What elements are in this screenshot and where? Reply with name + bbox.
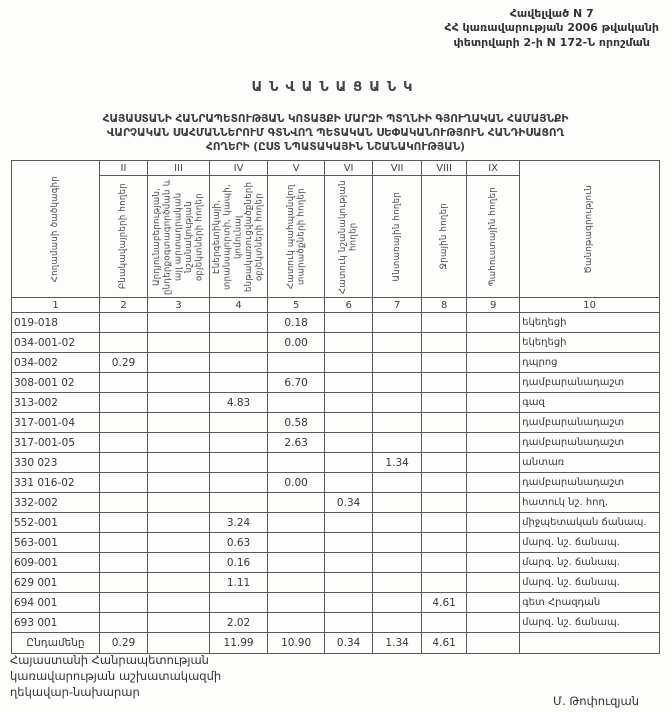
cell-area-value	[422, 313, 467, 333]
cell-area-value	[373, 573, 422, 593]
cell-cadastral-code: 629 001	[12, 573, 100, 593]
cell-area-value: 3.24	[210, 513, 268, 533]
cell-remark: մարզ. նշ. ճանապ.	[520, 573, 660, 593]
cell-area-value	[100, 433, 148, 453]
cell-area-value: 0.29	[100, 353, 148, 373]
cell-area-value	[422, 453, 467, 473]
cell-area-value	[422, 433, 467, 453]
cell-area-value	[268, 493, 325, 513]
col-number: 5	[268, 298, 325, 313]
cell-cadastral-code: 317-001-05	[12, 433, 100, 453]
table-body	[12, 313, 660, 654]
cell-area-value	[467, 493, 520, 513]
cell-cadastral-code: 034-001-02	[12, 333, 100, 353]
cell-area-value	[373, 313, 422, 333]
cell-cadastral-code: 317-001-04	[12, 413, 100, 433]
cell-area-value	[100, 373, 148, 393]
annex-reference-block	[444, 7, 659, 50]
cell-remark: դպրոց	[520, 353, 660, 373]
cell-cadastral-code: 019-018	[12, 313, 100, 333]
cell-remark: դամբարանադաշտ	[520, 473, 660, 493]
cell-area-value	[148, 333, 210, 353]
cell-area-value: 0.00	[268, 473, 325, 493]
cell-area-value: 0.63	[210, 533, 268, 553]
cell-area-value	[422, 553, 467, 573]
cell-area-value	[210, 433, 268, 453]
cell-area-value	[100, 413, 148, 433]
total-row	[12, 633, 660, 654]
cell-area-value	[148, 533, 210, 553]
col-header-code	[12, 161, 100, 298]
cell-area-value	[467, 633, 520, 654]
cell-area-value	[422, 513, 467, 533]
cell-area-value	[268, 593, 325, 613]
land-classification-table	[11, 160, 660, 654]
cell-area-value	[325, 353, 373, 373]
table-row	[12, 313, 660, 333]
cell-area-value	[373, 393, 422, 413]
cell-remark: դամբարանադաշտ	[520, 413, 660, 433]
cell-area-value	[100, 493, 148, 513]
cell-remark: մարզ. նշ. ճանապ.	[520, 533, 660, 553]
annex-line: Հավելված N 7	[509, 7, 594, 20]
cell-area-value	[100, 453, 148, 473]
col-header-label: Արդյունաբերության, ընդերքօգտագործման և այլ արտադրական նշանակության օբյեկտների հողեր	[151, 178, 205, 295]
roman-V: V	[268, 161, 325, 176]
cell-cadastral-code: 331 016-02	[12, 473, 100, 493]
cell-area-value	[100, 613, 148, 633]
cell-area-value	[210, 453, 268, 473]
cell-area-value: 11.99	[210, 633, 268, 654]
cell-area-value	[210, 333, 268, 353]
col-header-label: Հատուկ նշանակության հողեր	[338, 179, 359, 294]
cell-area-value: 0.18	[268, 313, 325, 333]
col-header-protected	[268, 176, 325, 298]
cell-area-value	[467, 413, 520, 433]
cell-cadastral-code: 609-001	[12, 553, 100, 573]
cell-area-value	[325, 373, 373, 393]
cell-area-value: 10.90	[268, 633, 325, 654]
cell-area-value	[210, 473, 268, 493]
col-number: 3	[148, 298, 210, 313]
table-row	[12, 473, 660, 493]
col-header-industrial	[148, 176, 210, 298]
signatory-line: ղեկավար-նախարար	[10, 685, 140, 700]
cell-remark: անտառ	[520, 453, 660, 473]
col-header-label: Պահուստային հողեր	[487, 186, 498, 287]
cell-area-value	[148, 493, 210, 513]
cell-area-value	[325, 533, 373, 553]
cell-area-value	[148, 413, 210, 433]
cell-area-value	[373, 413, 422, 433]
cell-area-value	[268, 393, 325, 413]
cell-area-value: 0.58	[268, 413, 325, 433]
cell-area-value	[148, 373, 210, 393]
column-number-row	[12, 298, 660, 313]
document-subtitle	[16, 112, 655, 155]
table-row	[12, 453, 660, 473]
cell-area-value	[100, 313, 148, 333]
signature-name: Մ. Թոփուզյան	[553, 694, 639, 708]
cell-area-value	[467, 593, 520, 613]
cell-area-value	[148, 393, 210, 413]
cell-remark: դամբարանադաշտ	[520, 433, 660, 453]
cell-area-value	[148, 593, 210, 613]
cell-area-value	[268, 513, 325, 533]
roman-IV: IV	[210, 161, 268, 176]
cell-area-value	[467, 333, 520, 353]
cell-area-value	[422, 413, 467, 433]
cell-area-value	[467, 553, 520, 573]
cell-area-value	[210, 373, 268, 393]
col-number: 6	[325, 298, 373, 313]
cell-cadastral-code: 552-001	[12, 513, 100, 533]
cell-area-value: 4.83	[210, 393, 268, 413]
roman-VI: VI	[325, 161, 373, 176]
cell-area-value: 2.02	[210, 613, 268, 633]
roman-numeral-row	[12, 161, 660, 176]
signatory-line: կառավարության աշխատակազմի	[10, 669, 222, 684]
col-header-label: Էներգետիկայի, տրանսպորտի, կապի, կոմունալ ենթակառուցվածքների օբյեկտների հողեր	[212, 181, 265, 292]
col-number: 9	[467, 298, 520, 313]
col-number: 7	[373, 298, 422, 313]
col-number: 8	[422, 298, 467, 313]
total-label-cell: Ընդամենը	[12, 633, 100, 654]
cell-area-value	[100, 513, 148, 533]
cell-area-value	[373, 513, 422, 533]
col-header-forest	[373, 176, 422, 298]
table-row	[12, 553, 660, 573]
annex-line: ՀՀ կառավարության 2006 թվականի	[444, 21, 659, 35]
cell-area-value: 0.34	[325, 633, 373, 654]
cell-area-value	[268, 553, 325, 573]
roman-VII: VII	[373, 161, 422, 176]
table-row	[12, 533, 660, 553]
cell-area-value	[467, 433, 520, 453]
cell-area-value	[148, 633, 210, 654]
subtitle-line: ՎԱՐՉԱԿԱՆ ՍԱՀՄԱՆՆԵՐՈՒՄ ԳՏՆՎՈՂ ՊԵՏԱԿԱՆ ՍԵՓԱԿԱՆՈՒԹՅՈՒՆ ՀԱՆԴԻՍԱՑՈՂ	[106, 127, 565, 140]
cell-area-value: 0.29	[100, 633, 148, 654]
cell-area-value	[422, 573, 467, 593]
col-header-settlement	[100, 176, 148, 298]
cell-area-value	[373, 493, 422, 513]
cell-area-value	[210, 413, 268, 433]
cell-area-value: 0.16	[210, 553, 268, 573]
cell-area-value: 1.11	[210, 573, 268, 593]
cell-area-value	[373, 473, 422, 493]
col-header-note	[520, 161, 660, 298]
cell-area-value: 2.63	[268, 433, 325, 453]
roman-VIII: VIII	[422, 161, 467, 176]
cell-area-value	[100, 593, 148, 613]
cell-area-value	[325, 553, 373, 573]
cell-remark: դամբարանադաշտ	[520, 373, 660, 393]
table-row	[12, 573, 660, 593]
cell-remark	[520, 633, 660, 654]
cell-area-value	[325, 573, 373, 593]
cell-area-value	[148, 453, 210, 473]
cell-area-value	[467, 533, 520, 553]
col-number: 4	[210, 298, 268, 313]
document-title: ԱՆՎԱՆԱՑԱՆԿ	[251, 80, 420, 95]
cell-area-value	[373, 553, 422, 573]
cell-area-value	[467, 313, 520, 333]
cell-area-value	[373, 533, 422, 553]
cell-area-value: 0.00	[268, 333, 325, 353]
cell-area-value	[373, 433, 422, 453]
cell-area-value	[268, 533, 325, 553]
cell-area-value	[100, 393, 148, 413]
cell-area-value	[268, 573, 325, 593]
cell-area-value	[373, 613, 422, 633]
cell-area-value	[210, 493, 268, 513]
roman-II: II	[100, 161, 148, 176]
cell-area-value	[422, 533, 467, 553]
cell-cadastral-code: 694 001	[12, 593, 100, 613]
roman-IX: IX	[467, 161, 520, 176]
cell-area-value	[422, 333, 467, 353]
cell-area-value	[148, 313, 210, 333]
cell-area-value	[373, 373, 422, 393]
cell-remark: եկեղեցի	[520, 313, 660, 333]
cell-area-value: 4.61	[422, 633, 467, 654]
subtitle-line: ՀԱՅԱՍՏԱՆԻ ՀԱՆՐԱՊԵՏՈՒԹՅԱՆ ԿՈՏԱՅՔԻ ՄԱՐԶԻ ՊՏՂՆԻԻ ԳՅՈՒՂԱԿԱՆ ՀԱՄԱՅՆՔԻ	[102, 113, 569, 125]
cell-area-value	[422, 393, 467, 413]
cell-area-value	[467, 473, 520, 493]
cell-area-value	[148, 473, 210, 493]
annex-line: փետրվարի 2-ի N 172-Ն որոշման	[453, 35, 650, 49]
table-row	[12, 373, 660, 393]
cell-remark: գազ	[520, 393, 660, 413]
cell-cadastral-code: 308-001 02	[12, 373, 100, 393]
col-header-note-label: Ծանոթագրություն	[584, 184, 595, 274]
cell-area-value	[100, 553, 148, 573]
cell-area-value	[100, 333, 148, 353]
col-header-special	[325, 176, 373, 298]
cell-area-value	[325, 413, 373, 433]
cell-area-value	[325, 333, 373, 353]
cell-area-value: 1.34	[373, 633, 422, 654]
cell-area-value	[373, 333, 422, 353]
cell-area-value	[148, 553, 210, 573]
col-header-label: Անտառային հողեր	[391, 191, 402, 282]
signatory-line: Հայաստանի Հանրապետության	[10, 653, 209, 667]
cell-area-value	[148, 573, 210, 593]
cell-area-value	[467, 613, 520, 633]
cell-area-value	[148, 353, 210, 373]
cell-cadastral-code: 313-002	[12, 393, 100, 413]
cell-area-value	[373, 353, 422, 373]
cell-remark: միջպետական ճանապ.	[520, 513, 660, 533]
table-row	[12, 333, 660, 353]
cell-area-value	[325, 313, 373, 333]
cell-area-value	[100, 533, 148, 553]
cell-area-value	[148, 433, 210, 453]
col-number: 1	[12, 298, 100, 313]
cell-area-value	[467, 393, 520, 413]
cell-area-value	[325, 613, 373, 633]
cell-area-value	[100, 573, 148, 593]
cell-area-value	[325, 453, 373, 473]
table-row	[12, 433, 660, 453]
cell-area-value	[325, 593, 373, 613]
col-header-label: Հատուկ պահպանվող տարածքների հողեր	[285, 184, 307, 289]
cell-area-value	[148, 613, 210, 633]
col-number: 2	[100, 298, 148, 313]
col-header-water	[422, 176, 467, 298]
cell-area-value: 1.34	[373, 453, 422, 473]
cell-cadastral-code: 693 001	[12, 613, 100, 633]
cell-remark: մարզ. նշ. ճանապ.	[520, 553, 660, 573]
cell-remark: գետ Հրազդան	[520, 593, 660, 613]
cell-remark: հատուկ նշ. հող.	[520, 493, 660, 513]
cell-area-value	[467, 353, 520, 373]
cell-area-value	[467, 373, 520, 393]
table-row	[12, 613, 660, 633]
cell-cadastral-code: 330 023	[12, 453, 100, 473]
cell-cadastral-code: 332-002	[12, 493, 100, 513]
table-row	[12, 493, 660, 513]
cell-area-value	[100, 473, 148, 493]
cell-area-value	[268, 353, 325, 373]
table-row	[12, 513, 660, 533]
cell-remark: եկեղեցի	[520, 333, 660, 353]
cell-area-value	[467, 453, 520, 473]
cell-area-value	[373, 593, 422, 613]
cell-area-value	[422, 493, 467, 513]
subtitle-line: ՀՈՂԵՐԻ (ԸՍՏ ՆՊԱՏԱԿԱՅԻՆ ՆՇԱՆԱԿՈՒԹՅԱՆ)	[206, 141, 465, 154]
cell-area-value	[422, 373, 467, 393]
cell-cadastral-code: 034-002	[12, 353, 100, 373]
col-header-code-label: Հողամասի ծածկագիր	[50, 175, 61, 283]
cell-area-value	[422, 613, 467, 633]
cell-area-value	[268, 453, 325, 473]
cell-area-value	[467, 513, 520, 533]
cell-area-value	[325, 513, 373, 533]
cell-area-value	[325, 433, 373, 453]
cell-area-value	[268, 613, 325, 633]
cell-area-value	[422, 473, 467, 493]
col-number: 10	[520, 298, 660, 313]
cell-cadastral-code: 563-001	[12, 533, 100, 553]
table-row	[12, 413, 660, 433]
cell-area-value: 0.34	[325, 493, 373, 513]
cell-area-value	[210, 353, 268, 373]
cell-area-value	[210, 593, 268, 613]
col-header-label: Ջրային հողեր	[438, 203, 449, 270]
cell-area-value	[325, 473, 373, 493]
table-row	[12, 393, 660, 413]
cell-area-value	[422, 353, 467, 373]
table-row	[12, 353, 660, 373]
signatory-title-block	[10, 652, 221, 700]
cell-area-value: 6.70	[268, 373, 325, 393]
cell-area-value	[325, 393, 373, 413]
table-row	[12, 593, 660, 613]
cell-area-value: 4.61	[422, 593, 467, 613]
cell-remark: մարզ. նշ. ճանապ.	[520, 613, 660, 633]
col-header-label: Բնակավայրերի հողեր	[118, 183, 129, 290]
col-header-infrastructure	[210, 176, 268, 298]
roman-III: III	[148, 161, 210, 176]
col-header-reserve	[467, 176, 520, 298]
cell-area-value	[467, 573, 520, 593]
cell-area-value	[210, 313, 268, 333]
cell-area-value	[148, 513, 210, 533]
